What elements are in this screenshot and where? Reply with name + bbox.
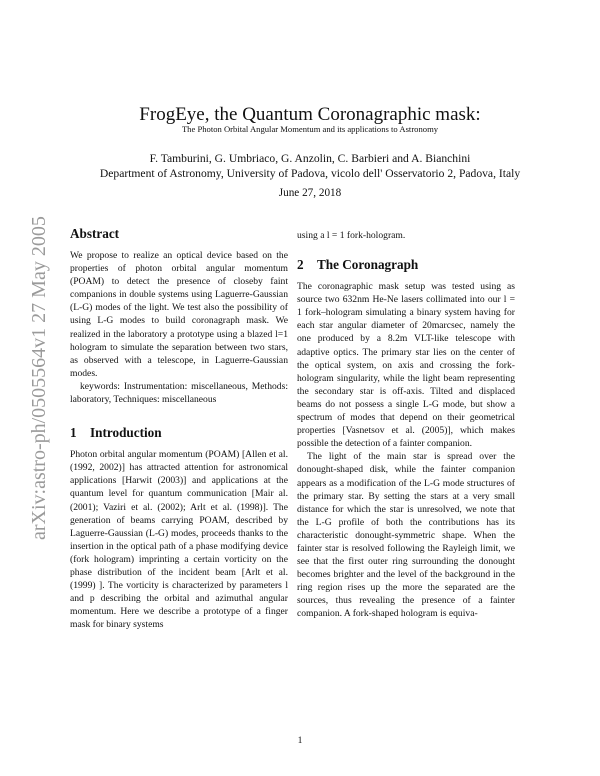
abstract-keywords: keywords: Instrumentation: miscellaneous, Methods: laboratory, Techniques: miscellaneous [70,380,288,406]
arxiv-margin [0,0,50,776]
affiliation: Department of Astronomy, University of Padova, vicolo dell' Osservatorio 2, Padova, Italy [99,167,521,180]
paper-date: June 27, 2018 [278,187,342,199]
left-column [70,226,288,631]
section-number: 1 [70,425,77,441]
section-heading-introduction [70,425,288,441]
abstract-heading: Abstract [70,226,120,241]
section-title: Introduction [90,425,162,441]
section-title: The Coronagraph [317,257,419,273]
coronagraph-paragraph-2: The light of the main star is spread over the donought-shaped disk, while the fainter companion appears as a modification of the L-G mode structures of the primary star. By setting the stars at a very small distance for which the star is unresolved, we note that the L-G profile of both the contributions has its characteristic donought-symmetric shape. When the fainter star is resolved following the Rayleigh limit, we see that the first outer ring surrounding the donought becomes brighter and the level of the background in the ring region rises up the more the separated are the sources, thus revealing the presence of a fainter companion. A fork-shaped hologram is equiva- [297,451,515,620]
right-column [297,229,515,621]
abstract-body: We propose to realize an optical device based on the properties of photon orbital angular momentum (POAM) to detect the presence of closeby faint companions in double systems using Laguerre-Gaussian (L-G) modes of the light. We test also the possibility of using L-G modes to build coronagraph mask. We realized in the laboratory a prototype using a blazed l=1 hologram to simulate the separation between two stars, as observed with a telescope, in Laguerre-Gaussian modes. [70,250,288,379]
paper-subtitle: The Photon Orbital Angular Momentum and its applications to Astronomy [181,124,439,134]
section-heading-coronagraph [297,257,515,273]
section-number: 2 [297,257,304,273]
paper-title: FrogEye, the Quantum Coronagraphic mask: [139,104,481,125]
page-number: 1 [297,735,303,746]
author-block [60,151,560,181]
arxiv-stamp: arXiv:astro-ph/0505564v1 27 May 2005 [28,216,50,540]
author-list: F. Tamburini, G. Umbriaco, G. Anzolin, C. Barbieri and A. Bianchini [149,152,471,165]
continuation-text: using a l = 1 fork-hologram. [297,230,406,241]
introduction-body: Photon orbital angular momentum (POAM) [Allen et al. (1992, 2002)] has attracted attention for astronomical applications [Harwit (2003)] and applications at the quantum level for quantum communication [Mair al. (2001); Vaziri et al. (2002); Arlt et al. (1998)]. The generation of beams carrying POAM, described by Laguerre-Gaussian (L-G) modes, proceeds thanks to the insertion in the optical path of a phase modifying device (fork hologram) imprinting a certain vorticity on the phase distribution of the incident beam [Arlt et al. (1999) ]. The vorticity is characterized by parameters l and p describing the orbital and azimuthal angular momentum. Here we describe a prototype of a finger mask for binary systems [70,449,288,631]
coronagraph-paragraph-1: The coronagraphic mask setup was tested using as source two 632nm He-Ne lasers collimated into our l = 1 fork–hologram simulating a binary system having for each star angular diameter of 20marcsec, namely the one produced by a 8.2m VLT-like telescope with adaptive optics. The primary star lies on the center of the optical system, on axis and crossing the fork-hologram singularity, while the light beam representing the secondary star is off-axis. Tilted and displaced beams do not possess a single L-G mode, but show a spectrum of modes that depend on their geometrical properties [Vasnetsov et al. (2005)], which makes possible the detection of a fainter companion. [297,281,515,450]
